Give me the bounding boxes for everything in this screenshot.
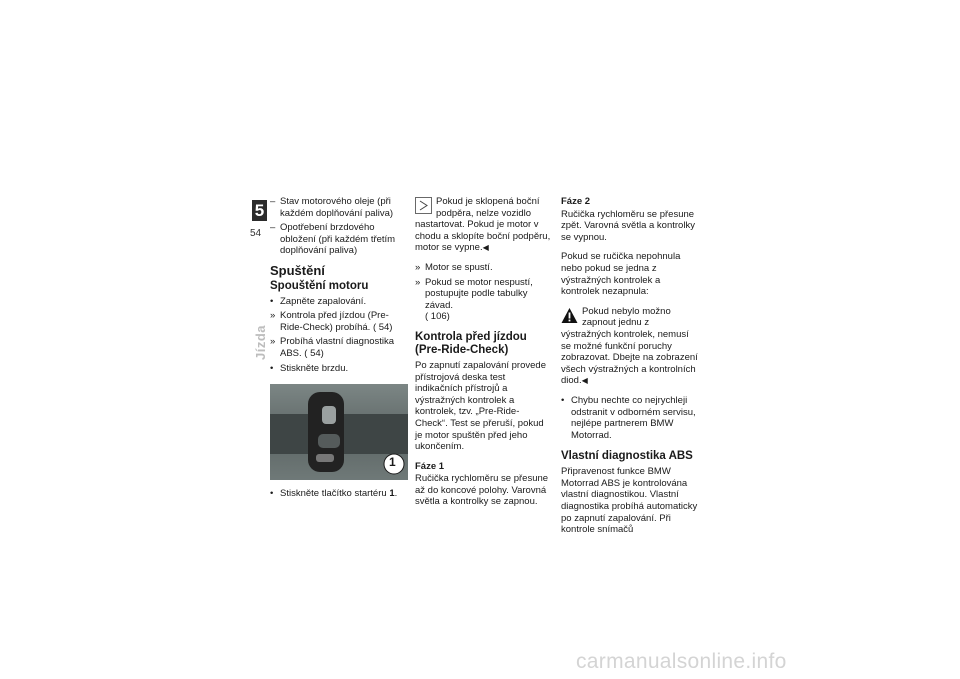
list-item: – Opotřebení brzdového obložení (při každém třetím doplňování paliva) [270, 222, 408, 257]
chapter-number-tab [252, 200, 267, 221]
callout-reference: 1 [389, 488, 395, 500]
column-2 [415, 196, 552, 516]
handlebar-switch-photo [270, 384, 408, 480]
end-marker-icon: ◀ [482, 243, 489, 253]
note-arrow-icon [415, 197, 432, 214]
phase-title: Fáze 2 [561, 196, 591, 207]
switch-button [322, 406, 336, 424]
chapter-number: 5 [254, 200, 265, 220]
page-reference[interactable]: ( 106) [425, 311, 450, 323]
paragraph: Ručička rychloměru se přesune až do koncové polohy. Varovná světla a kontrolky se zapnou. [415, 473, 549, 508]
page-number: 54 [250, 228, 262, 239]
column-1 [270, 196, 408, 503]
section-heading: Spuštění [270, 262, 325, 278]
step-item: • Chybu nechte co nejrychleji odstranit v odborném servisu, nejlépe partnerem BMW Motorrad. [561, 395, 701, 441]
starter-button [318, 434, 340, 448]
step-item: • Stiskněte brzdu. [270, 363, 408, 375]
end-marker-icon: ◀ [581, 376, 588, 386]
paragraph: Po zapnutí zapalování provede přístrojová deska test indikačních přístrojů a výstražných kontrolek a kontrolek, tzv. „Pre-Ride-Check“. Test se přeruší, pokud je motor spuštěn před jeho ukončením. [415, 359, 546, 453]
subsection-heading: Spouštění motoru [270, 279, 369, 292]
step-item: • Zapněte zapalování. [270, 296, 408, 308]
note-paragraph: Pokud je sklopená boční podpěra, nelze vozidlo nastartovat. Pokud je motor v chodu a sklopíte boční podpěru, motor se vypne.◀ [415, 196, 551, 254]
page-reference[interactable]: ( 54) [304, 347, 324, 359]
result-item: » Probíhá vlastní diagnostika ABS. ( 54) [270, 336, 408, 359]
result-item: » Kontrola před jízdou (Pre-Ride-Check) probíhá. ( 54) [270, 310, 408, 333]
column-3 [561, 196, 701, 544]
paragraph: Pokud se ručička nepohnula nebo pokud se jedna z výstražných kontrolek a kontrolek nezapnula: [561, 251, 681, 298]
paragraph: Připravenost funkce BMW Motorrad ABS je kontrolována vlastní diagnostikou. Vlastní diagnostika probíhá automaticky po zapnutí zapalování. Při kontrole snímačů [561, 466, 698, 536]
phase-title: Fáze 1 [415, 460, 445, 472]
list-item: – Stav motorového oleje (při každém doplňování paliva) [270, 196, 408, 219]
check-list [270, 196, 408, 257]
warning-paragraph: Pokud nebylo možno zapnout jednu z výstražných kontrolek, nemusí se možné funkční poruchy zobrazovat. Dbejte na zobrazení všech výstražných a kontrolních diod.◀ [561, 305, 698, 387]
section-heading: Vlastní diagnostika ABS [561, 450, 693, 463]
warning-icon [561, 307, 578, 324]
result-item: » Pokud se motor nespustí, postupujte podle tabulky závad. ( 106) [415, 277, 552, 323]
section-heading: Kontrola před jízdou (Pre-Ride-Check) [415, 330, 527, 356]
lower-button [316, 454, 334, 462]
chapter-title: Jízda [253, 324, 268, 360]
page-reference[interactable]: ( 54) [372, 321, 393, 333]
result-item: » Motor se spustí. [415, 262, 552, 274]
paragraph: Ručička rychloměru se přesune zpět. Varovná světla a kontrolky se vypnou. [561, 208, 695, 243]
watermark: carmanualsonline.info [576, 650, 787, 673]
photo-callout: 1 [389, 455, 396, 470]
step-item: • Stiskněte tlačítko startéru 1. [270, 488, 408, 500]
